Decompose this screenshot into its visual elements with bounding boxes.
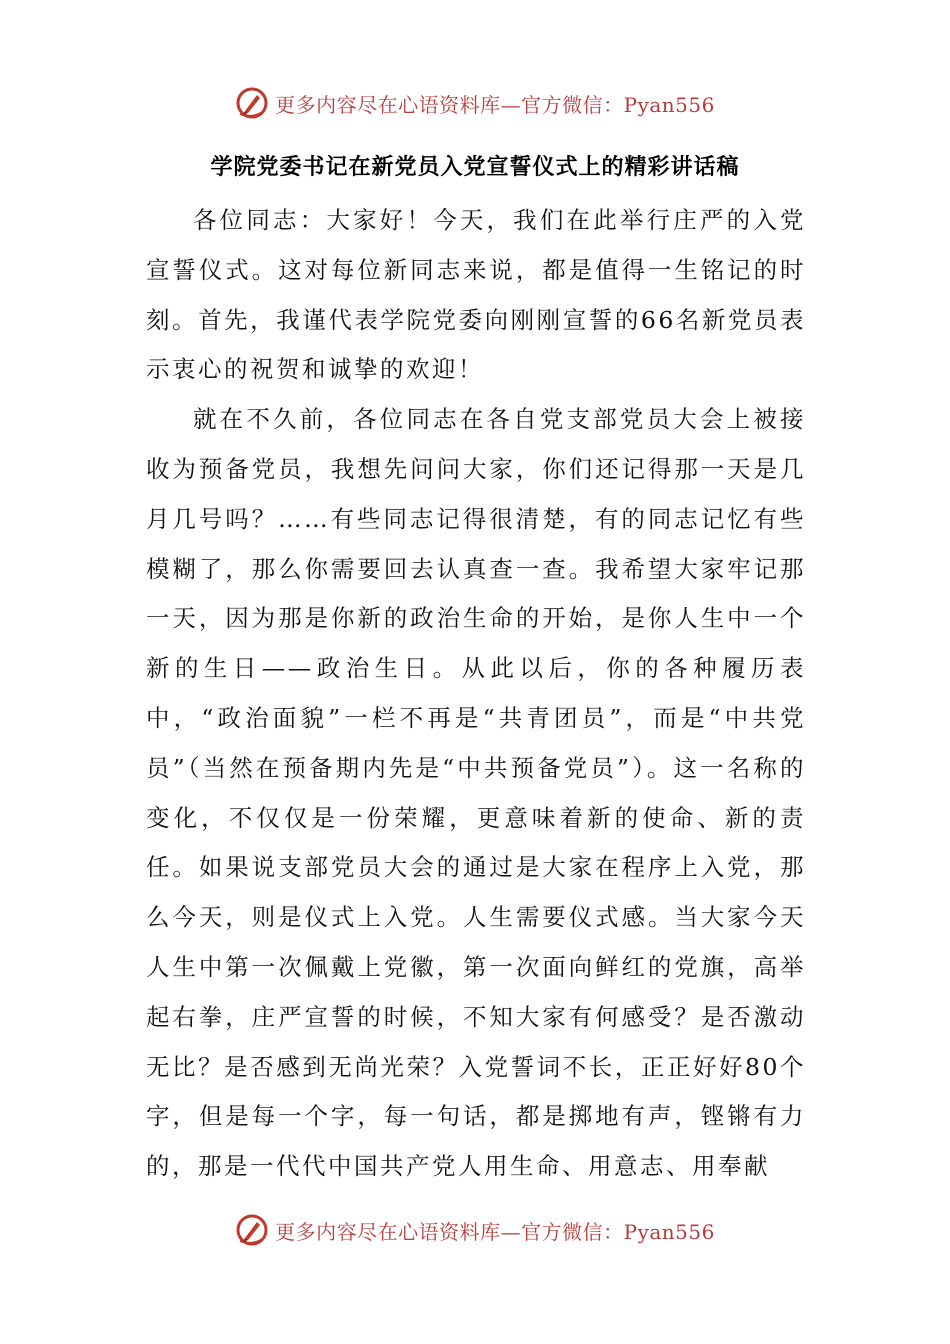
header-banner-text: 更多内容尽在心语资料库—官方微信：Pyan556 — [275, 92, 715, 117]
document-title: 学院党委书记在新党员入党宣誓仪式上的精彩讲话稿 — [210, 154, 740, 180]
footer-banner-text: 更多内容尽在心语资料库—官方微信：Pyan556 — [275, 1219, 715, 1244]
footer-banner — [0, 1210, 950, 1250]
header-banner — [0, 83, 950, 123]
pen-logo-icon — [235, 1213, 269, 1247]
document-body — [146, 196, 806, 1192]
paragraph-1: 各位同志：大家好！今天，我们在此举行庄严的入党宣誓仪式。这对每位新同志来说，都是值得一生铭记的时刻。首先，我谨代表学院党委向刚刚宣誓的66名新党员表示衷心的祝贺和诚挚的欢迎！ — [146, 206, 806, 384]
pen-logo-icon — [235, 86, 269, 120]
paragraph-2: 就在不久前，各位同志在各自党支部党员大会上被接收为预备党员，我想先问问大家，你们还记得那一天是几月几号吗？……有些同志记得很清楚，有的同志记忆有些模糊了，那么你需要回去认真查一查。我希望大家牢记那一天，因为那是你新的政治生命的开始，是你人生中一个新的生日——政治生日。从此以后，你的各种履历表中，“政治面貌”一栏不再是“共青团员”，而是“中共党员”（当然在预备期内先是“中共预备党员”）。这一名称的变化，不仅仅是一份荣耀，更意味着新的使命、新的责任。如果说支部党员大会的通过是大家在程序上入党，那么今天，则是仪式上入党。人生需要仪式感。当大家今天人生中第一次佩戴上党徽，第一次面向鲜红的党旗，高举起右拳，庄严宣誓的时候，不知大家有何感受？是否激动无比？是否感到无尚光荣？入党誓词不长，正正好好80个字，但是每一个字，每一句话，都是掷地有声，铿锵有力的，那是一代代中国共产党人用生命、用意志、用奉献 — [146, 405, 806, 1181]
